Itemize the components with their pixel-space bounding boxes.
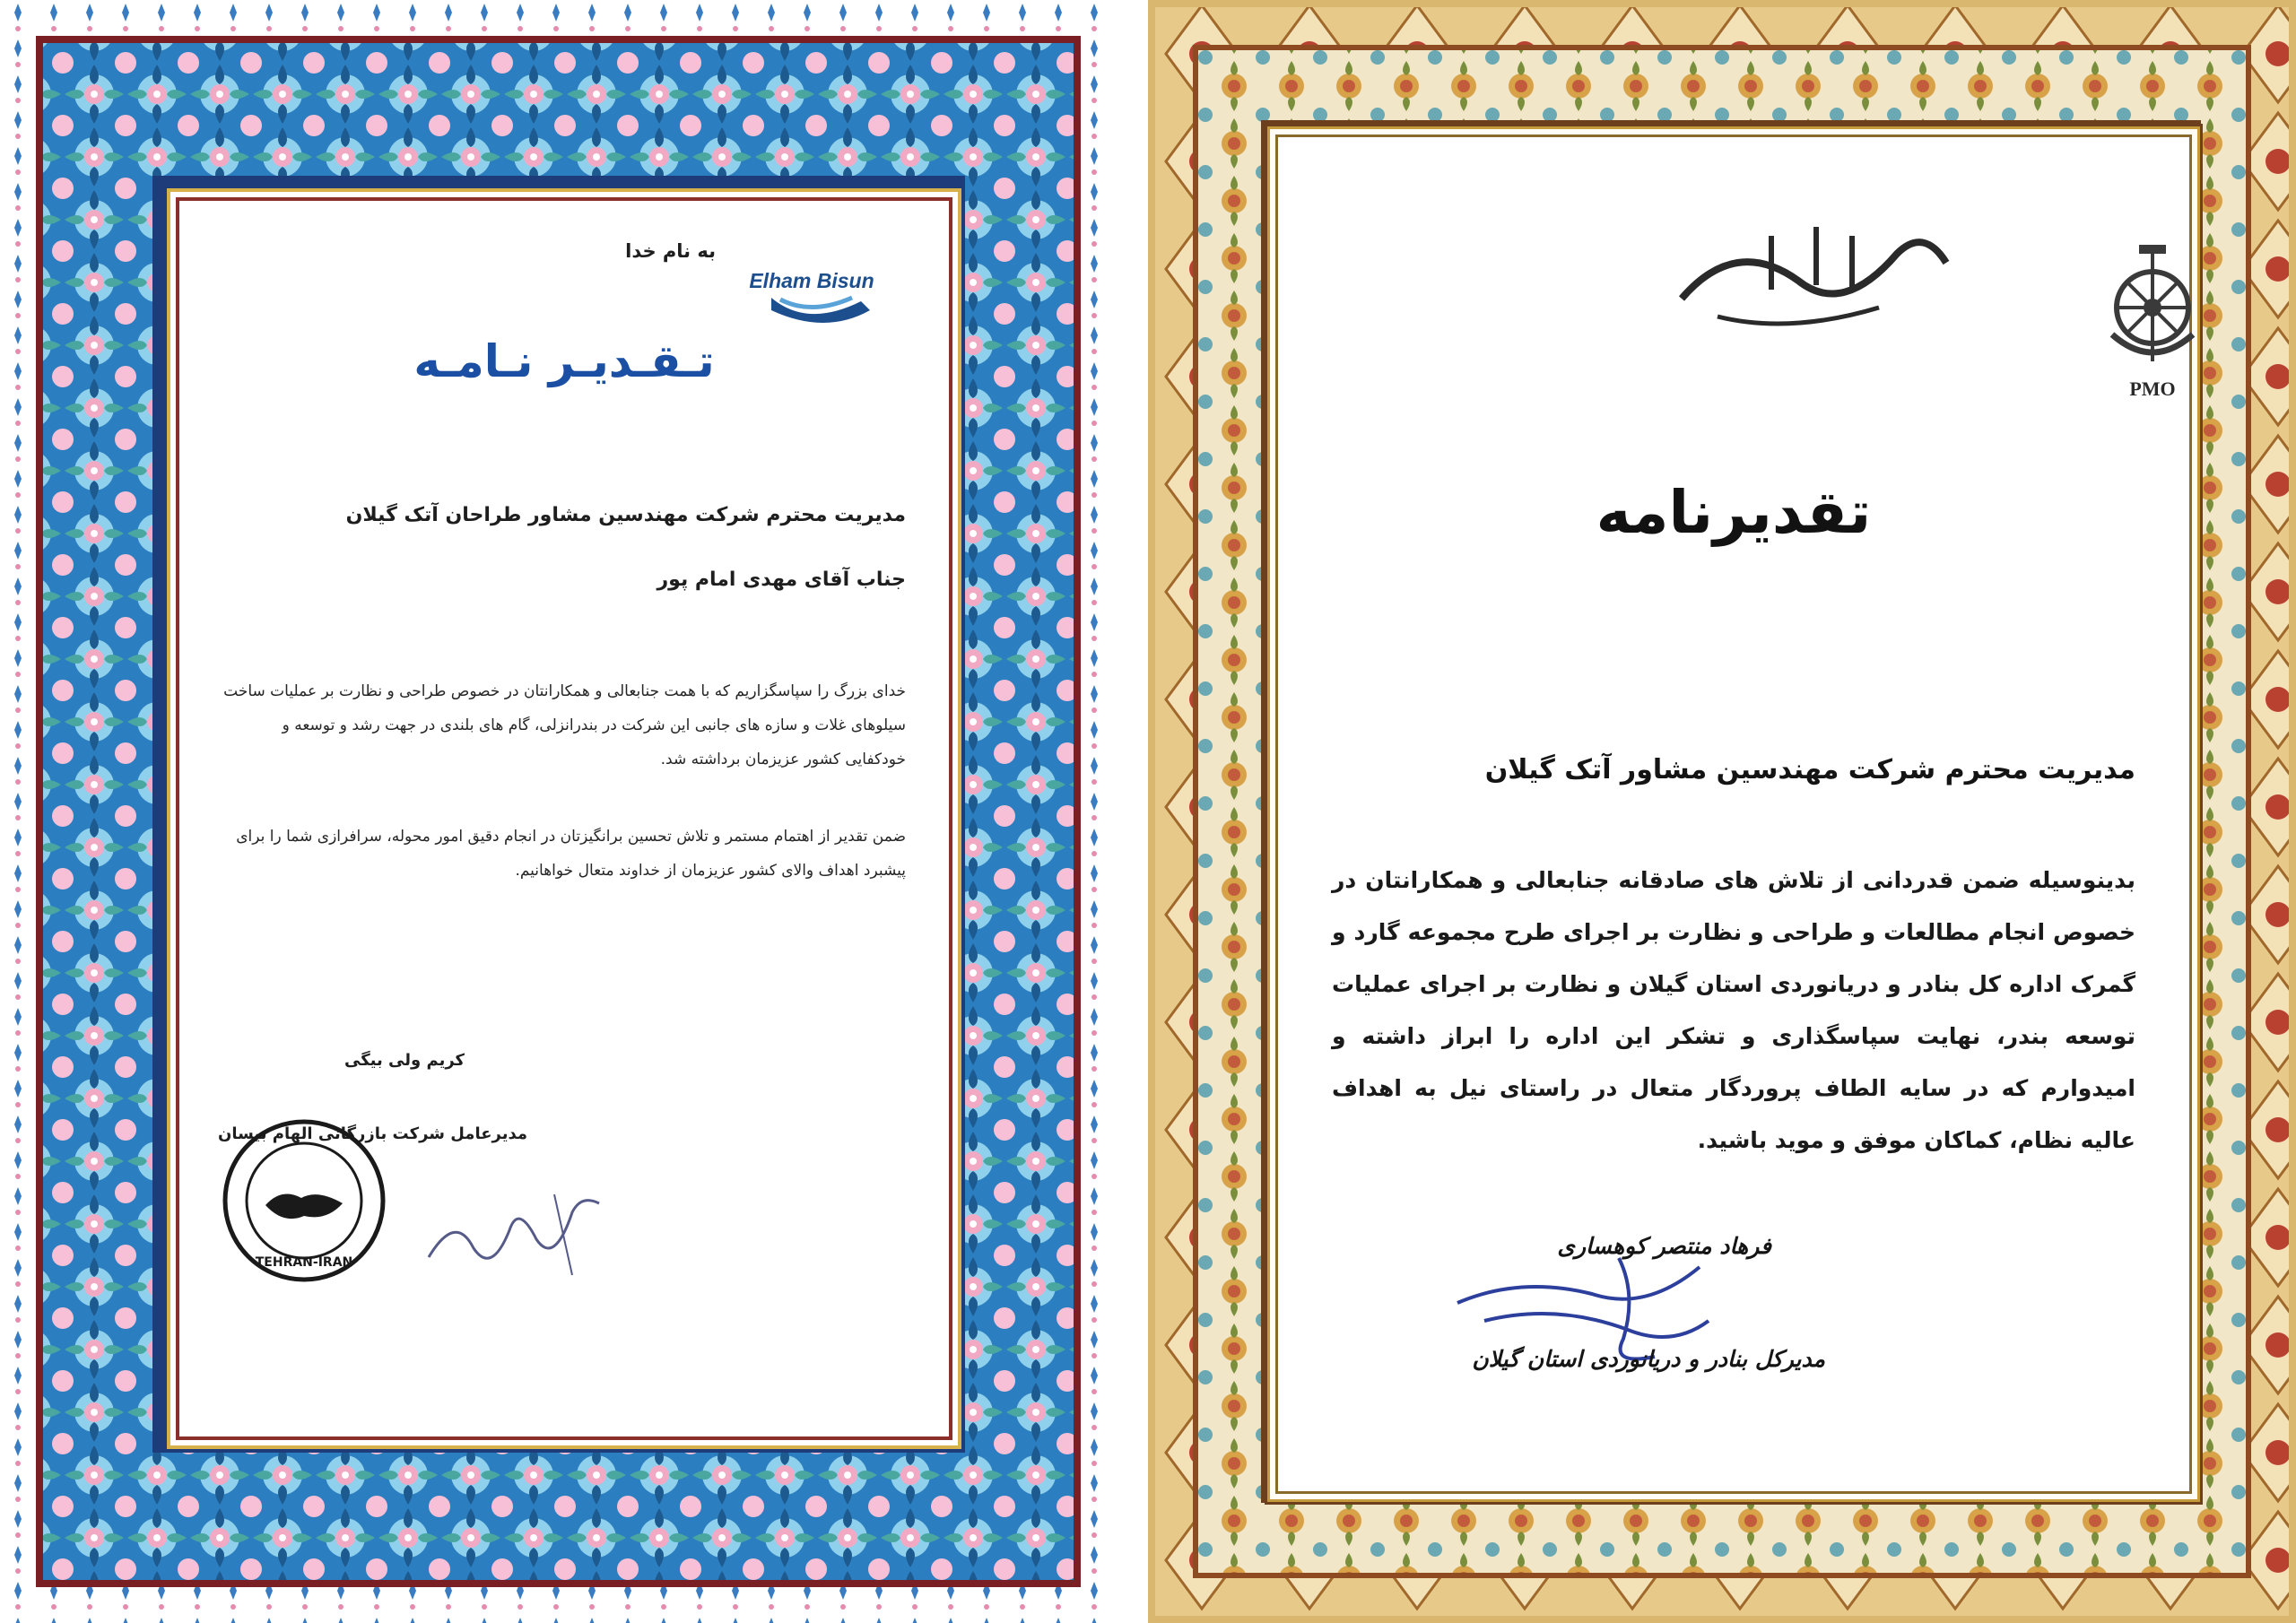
- logo-text: Elham Bisun: [749, 269, 874, 292]
- appreciation-paragraph-2: ضمن تقدیر از اهتمام مستمر و تلاش تحسین برانگیزتان در انجام دقیق امور محوله، سرافرازی شما را برای پیشبرد اهداف والای کشور عزیزمان از خداوند متعال خواهانیم.: [236, 828, 906, 880]
- wave-logo-icon: [771, 292, 870, 328]
- signer-name: کریم ولی بیگی: [344, 1051, 465, 1070]
- elham-bisun-logo-icon: [735, 262, 888, 330]
- org-abbreviation: PMO: [2129, 378, 2176, 400]
- signature-block: [1448, 1213, 1825, 1446]
- recipient-line: مدیریت محترم شرکت مهندسین مشاور طراحان آتک گیلان: [345, 504, 906, 526]
- signer-position: مدیرعامل شرکت بازرگانی الهام بیسان: [218, 1124, 527, 1143]
- basmala-text: بسمه تعالی: [1809, 348, 1814, 349]
- company-seal-icon: [219, 1115, 389, 1286]
- signer-name: فرهاد منتصر کوهساری: [1557, 1233, 1771, 1259]
- appreciation-paragraph-1: خدای بزرگ را سپاسگزاریم که با همت جنابعالی و همکارانتان در خصوص طراحی و نظارت بر عملیات ساخت سیلوهای غلات و سازه های جانبی این شرکت در بندرانزلی، گام های بلندی در جهت رشد و توسعه و خودکفایی کشور عزیزمان برداشته شد.: [223, 682, 906, 768]
- signature-icon: [420, 1176, 617, 1284]
- signer-position: مدیرکل بنادر و دریانوردی استان گیلان: [1472, 1346, 1825, 1372]
- addressee-name: جناب آقای مهدی امام پور: [657, 568, 906, 591]
- bismillah-heading: به نام خدا: [625, 240, 716, 262]
- certificate-right: [1148, 0, 2296, 1623]
- anchor-wheel-emblem-icon: [2085, 236, 2220, 370]
- appreciation-body: بدینوسیله ضمن قدردانی از تلاش های صادقانه جنابعالی و همکارانتان در خصوص انجام مطالعات و طراحی و نظارت بر اجرای طرح مجموعه گارد و گمرک اداره کل بنادر و دریانوردی استان گیلان و نظارت بر اجرای عملیات توسعه بندر، نهایت سپاسگذاری و تشکر این اداره را ابراز داشته و امیدوارم که در سایه الطاف پروردگار متعال در راستای نیل به اهداف عالیه نظام، کماکان موفق و موید باشید.: [1332, 867, 2135, 1153]
- certificate-title: تـقـدیـر نـامـه: [413, 335, 715, 387]
- certificate-left: [0, 0, 1117, 1623]
- certificate-panel: [1275, 135, 2192, 1494]
- certificate-panel: [176, 197, 952, 1440]
- seal-text: TEHRAN-IRAN: [255, 1255, 353, 1270]
- certificate-title: تقدیرنامه: [1596, 478, 1872, 547]
- recipient-line: مدیریت محترم شرکت مهندسین مشاور آتک گیلان: [1484, 754, 2135, 785]
- calligraphy-basmala-icon: [1664, 200, 1960, 352]
